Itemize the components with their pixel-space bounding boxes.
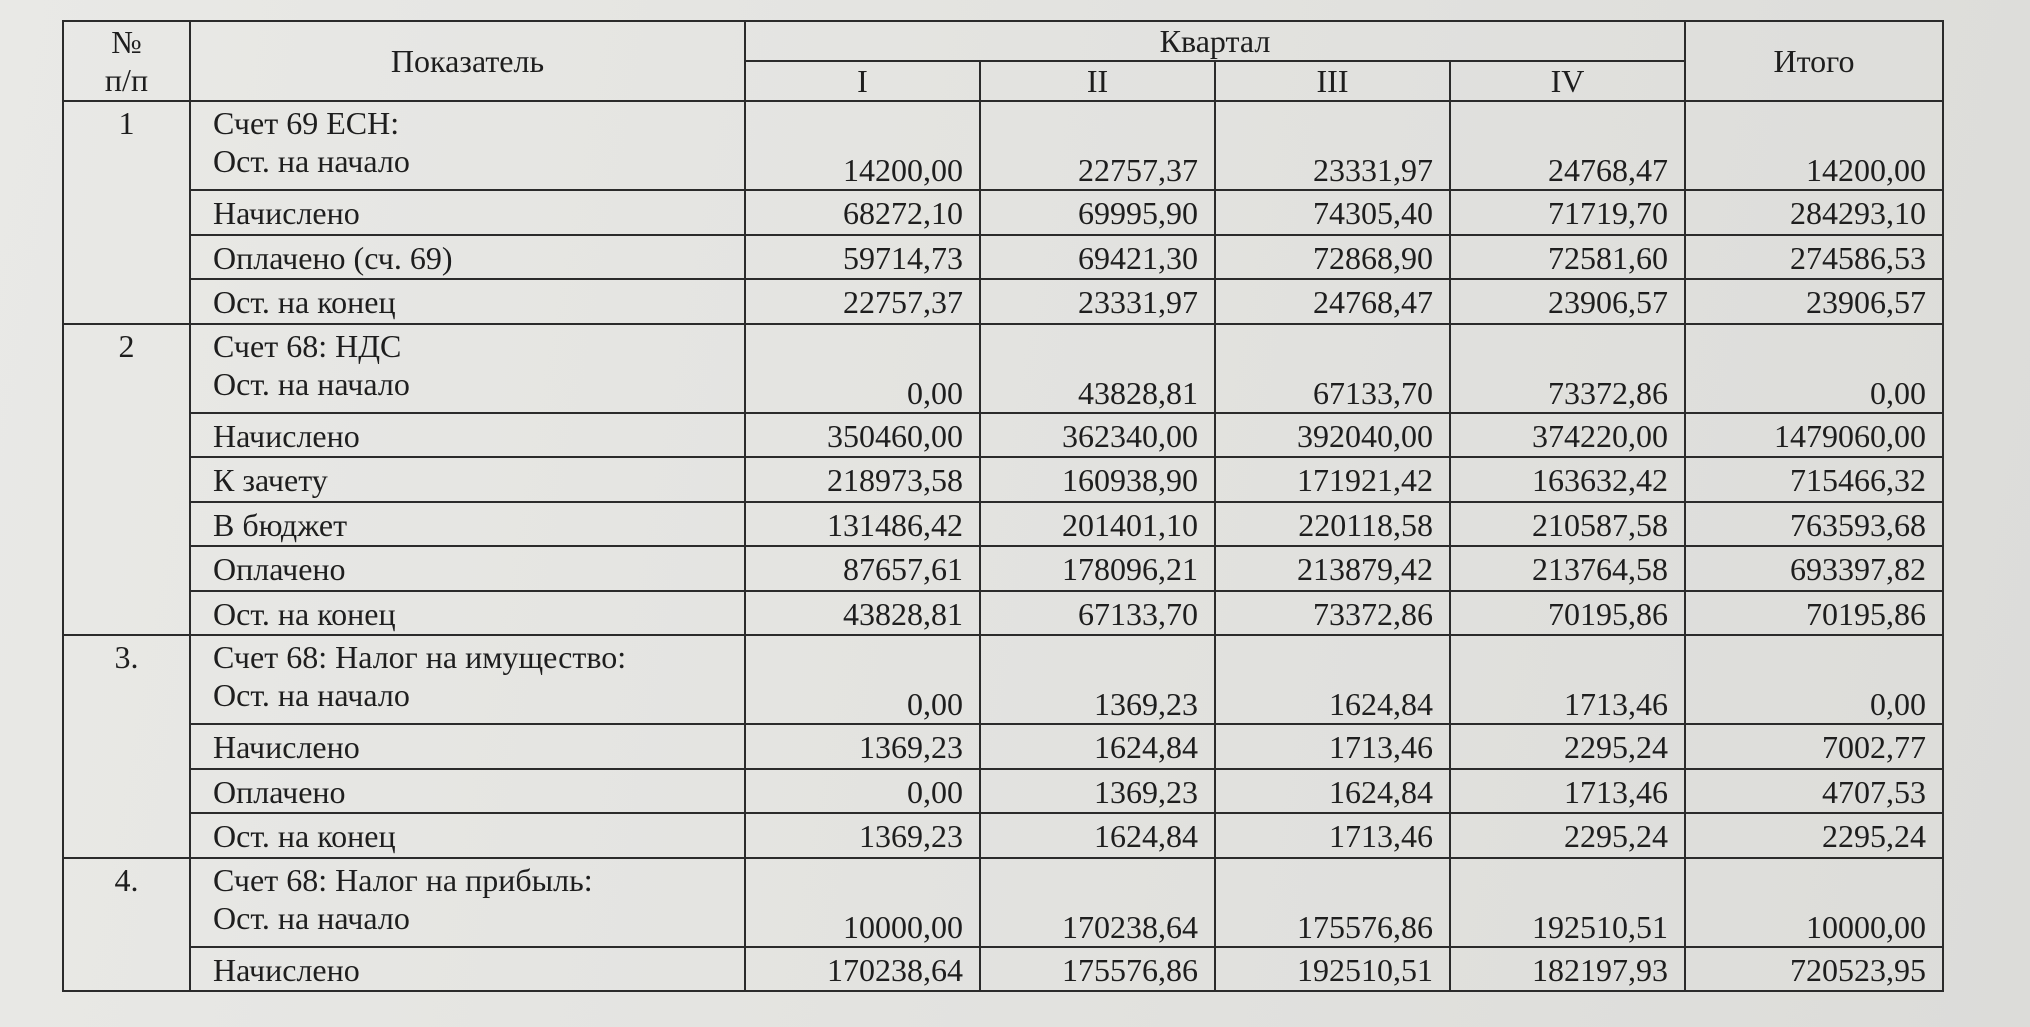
indicator-cell: Начислено bbox=[190, 413, 745, 458]
header-number bbox=[63, 21, 190, 101]
account-title: Счет 68: Налог на прибыль: bbox=[213, 861, 593, 898]
value-q3: 392040,00 bbox=[1215, 413, 1450, 458]
table-row bbox=[63, 235, 1943, 280]
table-row bbox=[63, 101, 1943, 190]
table-body bbox=[63, 101, 1943, 991]
value-q2: 175576,86 bbox=[980, 947, 1215, 992]
table-row bbox=[63, 279, 1943, 324]
value-q3: 171921,42 bbox=[1215, 457, 1450, 502]
value-total: 715466,32 bbox=[1685, 457, 1943, 502]
header-number-line2: п/п bbox=[104, 62, 149, 98]
value-total: 284293,10 bbox=[1685, 190, 1943, 235]
value-q4: 23906,57 bbox=[1450, 279, 1685, 324]
value-q1: 14200,00 bbox=[745, 101, 980, 190]
table-row bbox=[63, 190, 1943, 235]
account-title: Счет 69 ЕСН: bbox=[213, 105, 400, 141]
indicator-cell: Начислено bbox=[190, 947, 745, 992]
value-q2: 170238,64 bbox=[980, 858, 1215, 947]
indicator-cell: Оплачено (сч. 69) bbox=[190, 235, 745, 280]
value-q4: 163632,42 bbox=[1450, 457, 1685, 502]
value-total: 4707,53 bbox=[1685, 769, 1943, 814]
value-q2: 201401,10 bbox=[980, 502, 1215, 547]
value-q4: 72581,60 bbox=[1450, 235, 1685, 280]
value-q3: 74305,40 bbox=[1215, 190, 1450, 235]
value-total: 23906,57 bbox=[1685, 279, 1943, 324]
value-total: 720523,95 bbox=[1685, 947, 1943, 992]
header-q1: I bbox=[745, 61, 980, 101]
value-q1: 22757,37 bbox=[745, 279, 980, 324]
value-q1: 43828,81 bbox=[745, 591, 980, 636]
table-row bbox=[63, 413, 1943, 458]
tax-accounts-table bbox=[62, 20, 1944, 992]
value-q4: 1713,46 bbox=[1450, 769, 1685, 814]
header-q4: IV bbox=[1450, 61, 1685, 101]
value-q1: 0,00 bbox=[745, 324, 980, 413]
value-q2: 69421,30 bbox=[980, 235, 1215, 280]
value-q1: 218973,58 bbox=[745, 457, 980, 502]
table-row bbox=[63, 858, 1943, 947]
table-row bbox=[63, 724, 1943, 769]
value-q4: 213764,58 bbox=[1450, 546, 1685, 591]
value-total: 1479060,00 bbox=[1685, 413, 1943, 458]
table-row bbox=[63, 769, 1943, 814]
value-q1: 59714,73 bbox=[745, 235, 980, 280]
value-q2: 43828,81 bbox=[980, 324, 1215, 413]
value-q2: 23331,97 bbox=[980, 279, 1215, 324]
value-q4: 2295,24 bbox=[1450, 813, 1685, 858]
value-total: 763593,68 bbox=[1685, 502, 1943, 547]
value-q2: 1369,23 bbox=[980, 769, 1215, 814]
table-row bbox=[63, 947, 1943, 992]
header-q2: II bbox=[980, 61, 1215, 101]
value-q2: 67133,70 bbox=[980, 591, 1215, 636]
value-q4: 2295,24 bbox=[1450, 724, 1685, 769]
value-q2: 178096,21 bbox=[980, 546, 1215, 591]
indicator-label: Ост. на начало bbox=[213, 143, 410, 179]
value-q4: 71719,70 bbox=[1450, 190, 1685, 235]
value-total: 0,00 bbox=[1685, 324, 1943, 413]
header-quarter: Квартал bbox=[745, 21, 1685, 61]
indicator-cell: Ост. на конец bbox=[190, 591, 745, 636]
value-q1: 350460,00 bbox=[745, 413, 980, 458]
value-q3: 192510,51 bbox=[1215, 947, 1450, 992]
value-q1: 68272,10 bbox=[745, 190, 980, 235]
value-total: 693397,82 bbox=[1685, 546, 1943, 591]
value-q3: 213879,42 bbox=[1215, 546, 1450, 591]
header-number-line1: № bbox=[111, 24, 142, 60]
value-q3: 23331,97 bbox=[1215, 101, 1450, 190]
value-q2: 1369,23 bbox=[980, 635, 1215, 724]
value-q4: 24768,47 bbox=[1450, 101, 1685, 190]
table-row bbox=[63, 813, 1943, 858]
value-q2: 362340,00 bbox=[980, 413, 1215, 458]
value-q4: 374220,00 bbox=[1450, 413, 1685, 458]
indicator-cell bbox=[190, 324, 745, 413]
value-q1: 1369,23 bbox=[745, 724, 980, 769]
value-q2: 1624,84 bbox=[980, 813, 1215, 858]
value-q3: 175576,86 bbox=[1215, 858, 1450, 947]
table-row bbox=[63, 591, 1943, 636]
indicator-cell bbox=[190, 101, 745, 190]
value-q1: 87657,61 bbox=[745, 546, 980, 591]
value-q1: 131486,42 bbox=[745, 502, 980, 547]
indicator-cell: Оплачено bbox=[190, 546, 745, 591]
indicator-label: Ост. на начало bbox=[213, 365, 410, 402]
table-row bbox=[63, 546, 1943, 591]
row-number: 4. bbox=[63, 858, 190, 992]
value-q3: 1624,84 bbox=[1215, 769, 1450, 814]
value-q3: 24768,47 bbox=[1215, 279, 1450, 324]
account-title: Счет 68: Налог на имущество: bbox=[213, 639, 627, 675]
indicator-cell: Начислено bbox=[190, 724, 745, 769]
value-q4: 70195,86 bbox=[1450, 591, 1685, 636]
indicator-cell bbox=[190, 858, 745, 947]
value-q1: 170238,64 bbox=[745, 947, 980, 992]
indicator-cell: Ост. на конец bbox=[190, 813, 745, 858]
value-q4: 1713,46 bbox=[1450, 635, 1685, 724]
row-number: 1 bbox=[63, 101, 190, 324]
account-title: Счет 68: НДС bbox=[213, 327, 402, 364]
value-q1: 0,00 bbox=[745, 635, 980, 724]
table-header bbox=[63, 21, 1943, 101]
value-q1: 0,00 bbox=[745, 769, 980, 814]
value-q2: 160938,90 bbox=[980, 457, 1215, 502]
value-q4: 210587,58 bbox=[1450, 502, 1685, 547]
value-q2: 69995,90 bbox=[980, 190, 1215, 235]
value-q3: 73372,86 bbox=[1215, 591, 1450, 636]
value-q2: 22757,37 bbox=[980, 101, 1215, 190]
value-q3: 220118,58 bbox=[1215, 502, 1450, 547]
table-row bbox=[63, 324, 1943, 413]
value-q1: 10000,00 bbox=[745, 858, 980, 947]
value-total: 274586,53 bbox=[1685, 235, 1943, 280]
value-q4: 182197,93 bbox=[1450, 947, 1685, 992]
indicator-label: Ост. на начало bbox=[213, 899, 410, 936]
indicator-cell bbox=[190, 635, 745, 724]
value-total: 7002,77 bbox=[1685, 724, 1943, 769]
table-row bbox=[63, 635, 1943, 724]
indicator-cell: Оплачено bbox=[190, 769, 745, 814]
indicator-cell: Ост. на конец bbox=[190, 279, 745, 324]
value-q4: 73372,86 bbox=[1450, 324, 1685, 413]
row-number: 2 bbox=[63, 324, 190, 636]
header-q3: III bbox=[1215, 61, 1450, 101]
row-number: 3. bbox=[63, 635, 190, 858]
value-total: 70195,86 bbox=[1685, 591, 1943, 636]
table-row bbox=[63, 457, 1943, 502]
value-q1: 1369,23 bbox=[745, 813, 980, 858]
value-q2: 1624,84 bbox=[980, 724, 1215, 769]
indicator-cell: К зачету bbox=[190, 457, 745, 502]
value-q3: 67133,70 bbox=[1215, 324, 1450, 413]
value-total: 14200,00 bbox=[1685, 101, 1943, 190]
value-q3: 1713,46 bbox=[1215, 724, 1450, 769]
header-total: Итого bbox=[1685, 21, 1943, 101]
table-row bbox=[63, 502, 1943, 547]
header-indicator: Показатель bbox=[190, 21, 745, 101]
value-total: 2295,24 bbox=[1685, 813, 1943, 858]
indicator-label: Ост. на начало bbox=[213, 677, 410, 713]
value-q4: 192510,51 bbox=[1450, 858, 1685, 947]
value-total: 10000,00 bbox=[1685, 858, 1943, 947]
value-total: 0,00 bbox=[1685, 635, 1943, 724]
indicator-cell: В бюджет bbox=[190, 502, 745, 547]
value-q3: 72868,90 bbox=[1215, 235, 1450, 280]
value-q3: 1713,46 bbox=[1215, 813, 1450, 858]
value-q3: 1624,84 bbox=[1215, 635, 1450, 724]
indicator-cell: Начислено bbox=[190, 190, 745, 235]
